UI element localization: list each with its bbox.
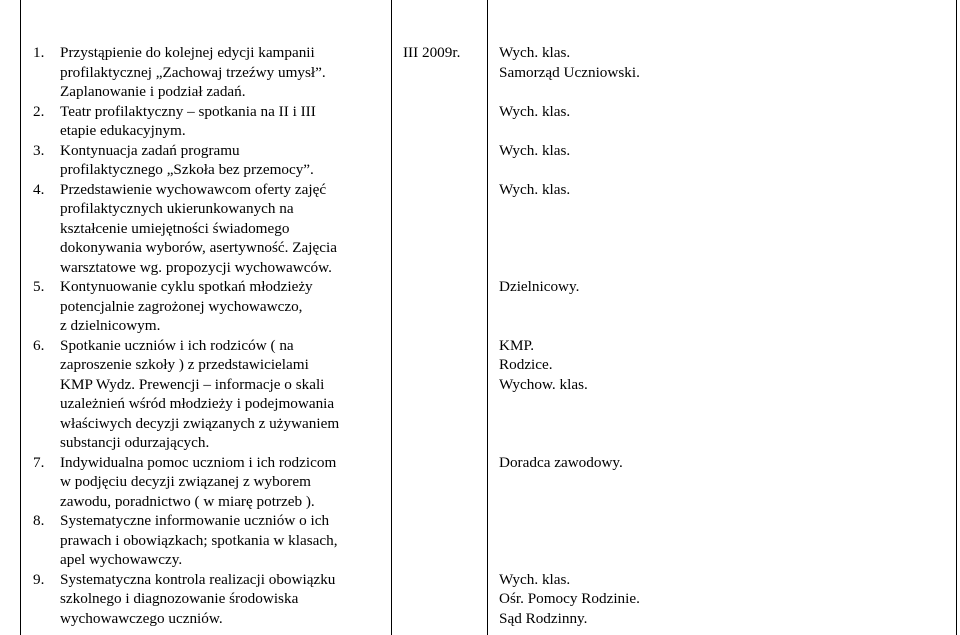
task-text-line: profilaktycznego „Szkoła bez przemocy”. <box>60 161 314 178</box>
responsible-line: Wych. klas. <box>499 102 571 120</box>
date-column <box>403 43 460 63</box>
table-border-right <box>956 0 957 635</box>
task-item <box>33 277 381 336</box>
task-text-line: szkolnego i diagnozowanie środowiska <box>60 590 299 607</box>
responsible-cell <box>499 277 579 297</box>
task-text-line: Przedstawienie wychowawcom oferty zajęć <box>60 180 327 198</box>
responsible-cell <box>499 102 570 122</box>
responsible-line: Sąd Rodzinny. <box>499 609 588 627</box>
tasks-column <box>33 43 381 628</box>
table-border-left <box>20 0 21 635</box>
task-item <box>33 180 381 278</box>
task-text-line: w podjęciu decyzji związanej z wyborem <box>60 473 311 490</box>
responsible-line: Wych. klas. <box>499 44 571 61</box>
task-text-line: potencjalnie zagrożonej wychowawczo, <box>60 297 303 315</box>
task-text <box>60 141 381 180</box>
responsible-line: Wych. klas. <box>499 141 571 159</box>
responsible-line: Samorząd Uczniowski. <box>499 63 640 81</box>
task-text <box>60 336 381 453</box>
task-text <box>60 180 381 278</box>
responsible-cell <box>499 43 640 82</box>
task-number: 6. <box>33 336 45 354</box>
task-text-line: zawodu, poradnictwo ( w miarę potrzeb ). <box>60 492 315 510</box>
task-item <box>33 141 381 180</box>
task-text-line: dokonywania wyborów, asertywność. Zajęcia <box>60 239 337 256</box>
task-text-line: Indywidualna pomoc uczniom i ich rodzicom <box>60 453 337 471</box>
task-text-line: substancji odurzających. <box>60 434 210 451</box>
task-text-line: etapie edukacyjnym. <box>60 122 186 139</box>
responsible-line: Ośr. Pomocy Rodzinie. <box>499 590 640 607</box>
responsible-line: Wychow. klas. <box>499 375 588 393</box>
task-text <box>60 511 381 570</box>
task-item <box>33 453 381 512</box>
task-text-line: uzależnień wśród młodzieży i podejmowania <box>60 395 335 412</box>
task-number: 9. <box>33 570 45 588</box>
task-item <box>33 336 381 453</box>
responsible-line: KMP. <box>499 336 535 354</box>
task-text-line: Systematyczna kontrola realizacji obowiązku <box>60 570 336 588</box>
task-text-line: Przystąpienie do kolejnej edycji kampanii <box>60 44 315 61</box>
responsible-line: Wych. klas. <box>499 180 571 198</box>
responsible-cell <box>499 141 570 161</box>
task-number: 2. <box>33 102 45 120</box>
responsible-line: Doradca zawodowy. <box>499 453 623 471</box>
task-item <box>33 43 381 102</box>
responsible-line: Dzielnicowy. <box>499 278 580 295</box>
task-text-line: właściwych decyzji związanych z używaniem <box>60 414 340 432</box>
task-text <box>60 570 381 629</box>
task-text-line: Teatr profilaktyczny – spotkania na II i III <box>60 102 316 120</box>
task-text <box>60 102 381 141</box>
table-divider-2 <box>487 0 488 635</box>
responsible-cell <box>499 336 588 395</box>
responsible-cell <box>499 453 623 473</box>
task-text-line: z dzielnicowym. <box>60 317 161 334</box>
responsible-cell <box>499 180 570 200</box>
task-text-line: KMP Wydz. Prewencji – informacje o skali <box>60 375 325 393</box>
task-item <box>33 570 381 629</box>
responsible-line: Wych. klas. <box>499 570 571 588</box>
task-text <box>60 277 381 336</box>
task-text-line: Systematyczne informowanie uczniów o ich <box>60 512 330 529</box>
task-item <box>33 102 381 141</box>
task-number: 1. <box>33 44 45 61</box>
task-item <box>33 511 381 570</box>
task-number: 4. <box>33 180 45 198</box>
task-text-line: Spotkanie uczniów i ich rodziców ( na <box>60 336 294 354</box>
date-cell: III 2009r. <box>403 44 461 61</box>
responsible-line: Rodzice. <box>499 356 553 373</box>
task-text-line: prawach i obowiązkach; spotkania w klasach, <box>60 531 338 549</box>
task-text <box>60 453 381 512</box>
task-text-line: profilaktycznej „Zachowaj trzeźwy umysł”. <box>60 63 326 81</box>
task-text-line: warsztatowe wg. propozycji wychowawców. <box>60 258 332 276</box>
task-text-line: Kontynuowanie cyklu spotkań młodzieży <box>60 278 313 295</box>
task-number: 3. <box>33 141 45 159</box>
responsible-cell <box>499 570 640 629</box>
task-text-line: apel wychowawczy. <box>60 551 183 568</box>
task-text-line: profilaktycznych ukierunkowanych na <box>60 200 294 217</box>
table-divider-1 <box>391 0 392 635</box>
task-text-line: zaproszenie szkoły ) z przedstawicielami <box>60 356 309 373</box>
task-number: 8. <box>33 512 45 529</box>
task-number: 7. <box>33 453 45 471</box>
task-text-line: Kontynuacja zadań programu <box>60 141 240 159</box>
task-text <box>60 43 381 102</box>
task-text-line: kształcenie umiejętności świadomego <box>60 219 290 237</box>
task-text-line: Zaplanowanie i podział zadań. <box>60 83 246 100</box>
task-number: 5. <box>33 278 45 295</box>
task-text-line: wychowawczego uczniów. <box>60 609 223 627</box>
